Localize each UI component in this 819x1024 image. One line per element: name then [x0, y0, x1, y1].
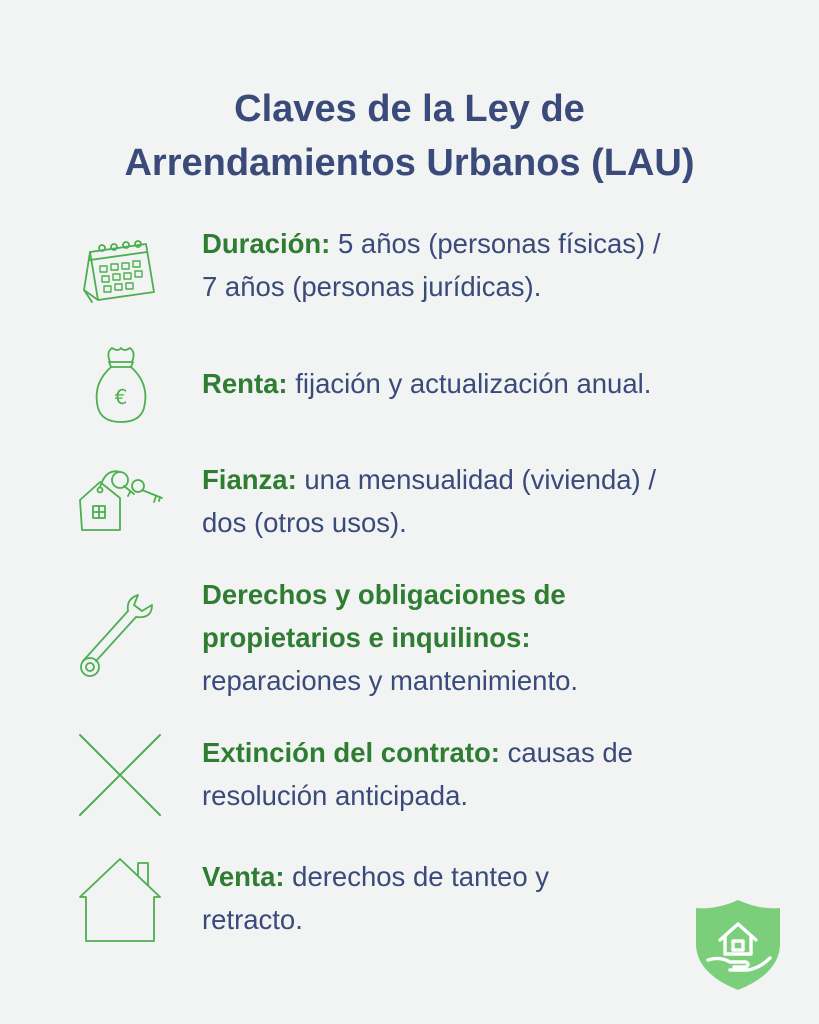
item-desc: resolución anticipada. — [202, 780, 469, 811]
item-label: Derechos y obligaciones de — [202, 579, 566, 610]
house-icon — [76, 855, 166, 945]
item-desc: dos (otros usos). — [202, 507, 407, 538]
item-desc: 5 años (personas físicas) / — [330, 228, 661, 259]
item-desc: 7 años (personas jurídicas). — [202, 271, 542, 302]
item-label: propietarios e inquilinos: — [202, 622, 531, 653]
item-desc: retracto. — [202, 904, 303, 935]
calendar-icon — [76, 230, 166, 320]
item-label: Extinción del contrato: — [202, 737, 500, 768]
cross-icon — [76, 731, 166, 821]
item-desc: una mensualidad (vivienda) / — [296, 464, 656, 495]
item-label: Renta: — [202, 368, 288, 399]
item-label: Duración: — [202, 228, 331, 259]
item-desc: fijación y actualización anual. — [287, 368, 652, 399]
item-text-renta — [202, 362, 762, 405]
item-desc: reparaciones y mantenimiento. — [202, 665, 579, 696]
item-text-extincion — [202, 731, 762, 817]
wrench-icon — [76, 591, 166, 681]
item-label: Venta: — [202, 861, 285, 892]
item-desc: derechos de tanteo y — [284, 861, 550, 892]
item-text-derechos — [202, 573, 762, 702]
shield-home-icon — [690, 896, 786, 992]
item-text-duracion — [202, 222, 762, 308]
title-line-2: Arrendamientos Urbanos (LAU) — [124, 142, 695, 184]
house-keys-icon — [76, 460, 166, 550]
page-title — [0, 82, 819, 190]
title-line-1: Claves de la Ley de — [234, 88, 585, 130]
item-text-fianza — [202, 458, 762, 544]
item-text-venta — [202, 855, 762, 941]
svg-text:€: € — [114, 385, 128, 409]
item-desc: causas de — [499, 737, 633, 768]
money-bag-icon — [76, 340, 166, 430]
item-label: Fianza: — [202, 464, 297, 495]
